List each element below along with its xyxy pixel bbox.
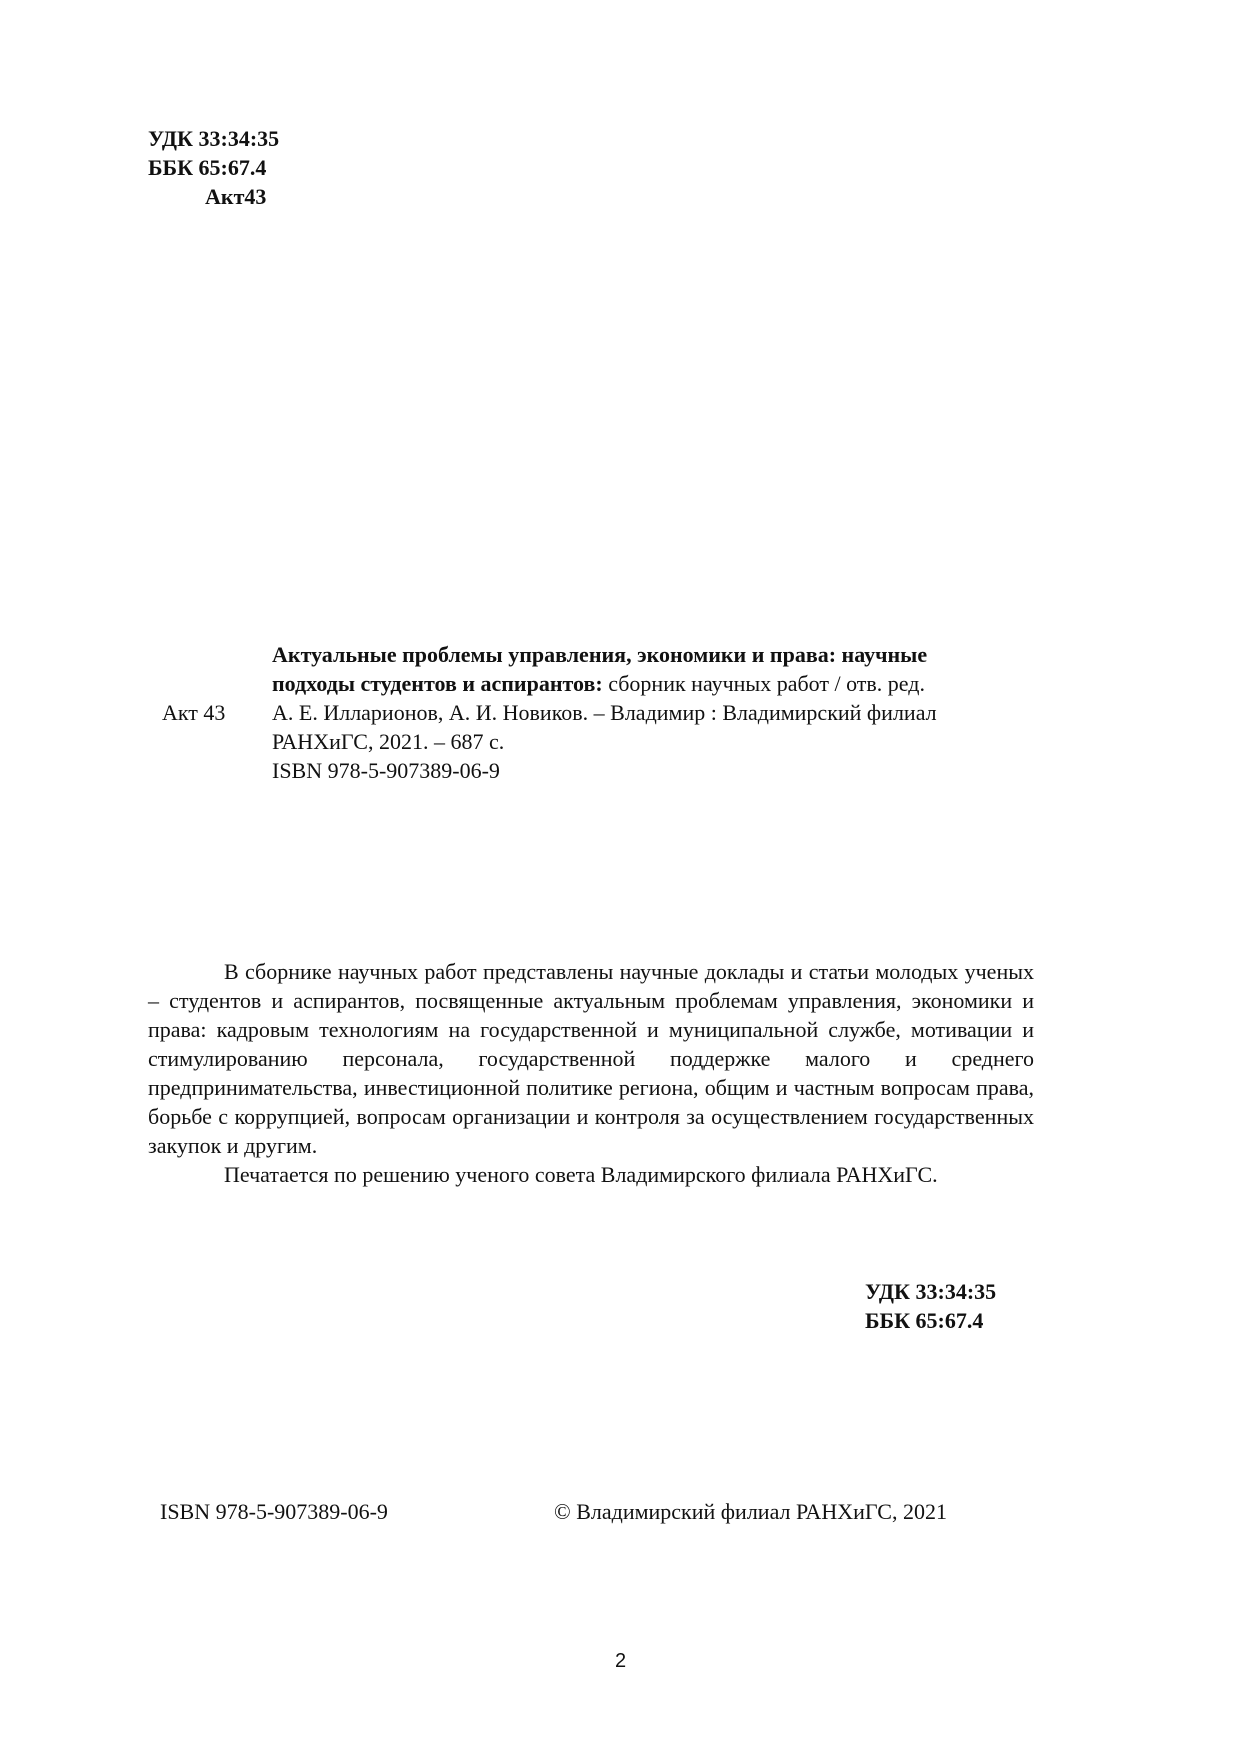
header-classification-codes <box>148 124 279 211</box>
record-title-part-1: Актуальные проблемы управления, экономики и права: научные <box>272 642 928 667</box>
footer-udk-code: УДК 33:34:35 <box>865 1279 997 1304</box>
record-line-4: РАНХиГС, 2021. – 687 с. <box>272 729 505 754</box>
record-author-sign: Акт 43 <box>162 700 226 725</box>
annotation-paragraph: В сборнике научных работ представлены научные доклады и статьи молодых ученых – студентов и аспирантов, посвященные актуальным проблемам управления, экономики и права: кадровым технологиям на государственной и муниципальной службе, мотивации и стимулированию персонала, государственной поддержке малого и среднего предпринимательства, инвестиционной политике региона, общим и частным вопросам права, борьбе с коррупцией, вопросам организации и контроля за осуществлением государственных закупок и другим. <box>148 959 1034 1158</box>
record-line-2 <box>272 669 1040 698</box>
record-line-3: А. Е. Илларионов, А. И. Новиков. – Владимир : Владимирский филиал <box>272 700 937 725</box>
footer-bbk-code: ББК 65:67.4 <box>865 1308 984 1333</box>
author-sign: Акт43 <box>205 184 267 209</box>
imprint-isbn: ISBN 978-5-907389-06-9 <box>160 1499 388 1524</box>
footer-classification-codes <box>865 1277 996 1335</box>
page-number: 2 <box>614 1650 627 1672</box>
bbk-code: ББК 65:67.4 <box>148 155 267 180</box>
record-title-part-2: подходы студентов и аспирантов: <box>272 671 603 696</box>
annotation <box>148 957 1034 1189</box>
record-description <box>272 640 1040 785</box>
record-isbn: ISBN 978-5-907389-06-9 <box>272 758 500 783</box>
imprint-copyright: © Владимирский филиал РАНХиГС, 2021 <box>554 1499 947 1524</box>
print-approval-note: Печатается по решению ученого совета Владимирского филиала РАНХиГС. <box>224 1162 938 1187</box>
udk-code: УДК 33:34:35 <box>148 126 280 151</box>
record-line-1 <box>272 640 1040 669</box>
record-subtitle: сборник научных работ / отв. ред. <box>602 671 925 696</box>
